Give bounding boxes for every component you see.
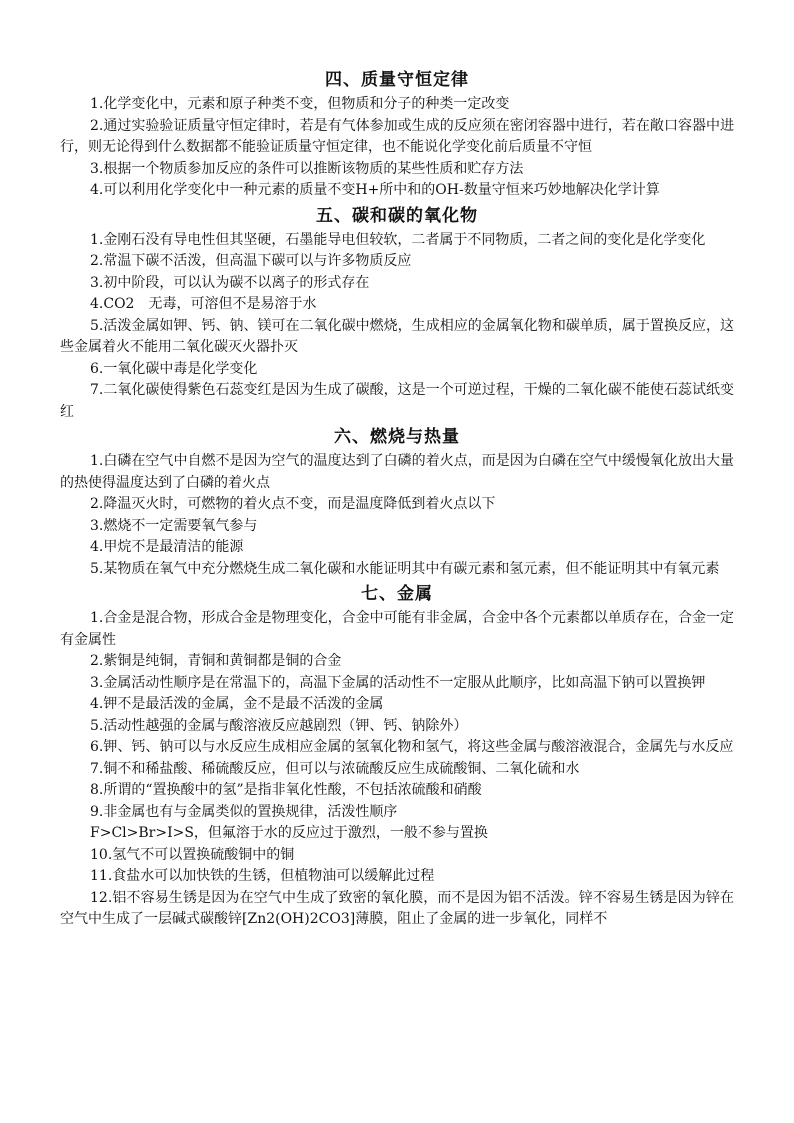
section-title: 六、燃烧与热量	[334, 427, 460, 447]
list-item: 1.金刚石没有导电性但其坚硬，石墨能导电但较软，二者属于不同物质，二者之间的变化是化学变化	[90, 231, 706, 248]
section-carbon-oxides	[60, 202, 734, 424]
list-item: 4.钾不是最活泼的金属，金不是最不活泼的金属	[90, 696, 384, 712]
list-item: 6.钾、钙、钠可以与水反应生成相应金属的氢氧化物和氢气，将这些金属与酸溶液混合，金属先与水反应	[90, 739, 734, 755]
list-item: 4.甲烷不是最清洁的能源	[90, 539, 244, 555]
section-title: 五、碳和碳的氧化物	[316, 205, 478, 226]
list-item: 4.可以利用化学变化中一种元素的质量不变H+所中和的OH-数量守恒来巧妙地解决化学计算	[90, 182, 660, 198]
section-title: 七、金属	[361, 584, 433, 604]
list-item: 2.通过实验验证质量守恒定律时，若是有气体参加或生成的反应须在密闭容器中进行，若在敞口容器中进行，则无论得到什么数据都不能验证质量守恒定律，也不能说化学变化前后质量不守恒	[60, 117, 734, 155]
list-item: 9.非金属也有与金属类似的置换规律，活泼性顺序	[90, 803, 398, 820]
section-metals	[60, 580, 734, 931]
list-item: 11.食盐水可以加快铁的生锈，但植物油可以缓解此过程	[90, 868, 435, 884]
list-item: 5.某物质在氧气中充分燃烧生成二氧化碳和水能证明其中有碳元素和氢元素，但不能证明其中有氧元素	[90, 560, 720, 577]
list-item: 5.活动性越强的金属与酸溶液反应越剧烈（钾、钙、钠除外）	[90, 717, 468, 734]
list-item: 3.初中阶段，可以认为碳不以离子的形式存在	[90, 274, 370, 291]
list-item: 1.合金是混合物，形成合金是物理变化，合金中可能有非金属，合金中各个元素都以单质存在，合金一定有金属性	[60, 610, 734, 648]
list-item: 3.金属活动性顺序是在常温下的，高温下金属的活动性不一定服从此顺序，比如高温下钠可以置换钾	[90, 674, 706, 691]
section-combustion-heat	[60, 423, 734, 580]
list-item: 1.化学变化中，元素和原子种类不变，但物质和分子的种类一定改变	[90, 96, 510, 112]
list-item: F>Cl>Br>I>S，但氟溶于水的反应过于激烈，一般不参与置换	[90, 825, 488, 841]
list-item: 3.根据一个物质参加反应的条件可以推断该物质的某些性质和贮存方法	[90, 160, 524, 177]
list-item: 5.活泼金属如钾、钙、钠、镁可在二氧化碳中燃烧，生成相应的金属氧化物和碳单质，属于置换反应，这些金属着火不能用二氧化碳灭火器扑灭	[60, 317, 734, 355]
list-item: 2.紫铜是纯铜，青铜和黄铜都是铜的合金	[90, 653, 342, 669]
document-page	[60, 66, 734, 931]
list-item: 10.氢气不可以置换硫酸铜中的铜	[90, 846, 295, 863]
section-mass-conservation	[60, 66, 734, 202]
list-item: 8.所谓的“置换酸中的氢”是指非氧化性酸，不包括浓硫酸和硝酸	[90, 782, 482, 798]
list-item: 6.一氧化碳中毒是化学变化	[90, 360, 258, 377]
list-item: 3.燃烧不一定需要氧气参与	[90, 517, 258, 534]
list-item: 7.铜不和稀盐酸、稀硫酸反应，但可以与浓硫酸反应生成硫酸铜、二氧化硫和水	[90, 760, 580, 777]
section-title: 四、质量守恒定律	[325, 70, 469, 90]
list-item: 12.铝不容易生锈是因为在空气中生成了致密的氧化膜，而不是因为铝不活泼。锌不容易生锈是因为锌在空气中生成了一层碱式碳酸锌[Zn2(OH)2CO3]薄膜，阻止了金属的进一步氧化，同样不	[60, 889, 734, 927]
list-item: 2.常温下碳不活泼，但高温下碳可以与许多物质反应	[90, 253, 412, 269]
list-item: 1.白磷在空气中自燃不是因为空气的温度达到了白磷的着火点，而是因为白磷在空气中缓慢氧化放出大量的热使得温度达到了白磷的着火点	[60, 453, 734, 491]
list-item: 7.二氧化碳使得紫色石蕊变红是因为生成了碳酸，这是一个可逆过程，干燥的二氧化碳不能使石蕊试纸变红	[60, 382, 734, 420]
list-item: 4.CO2 无毒，可溶但不是易溶于水	[90, 296, 317, 312]
list-item: 2.降温灭火时，可燃物的着火点不变，而是温度降低到着火点以下	[90, 496, 496, 512]
